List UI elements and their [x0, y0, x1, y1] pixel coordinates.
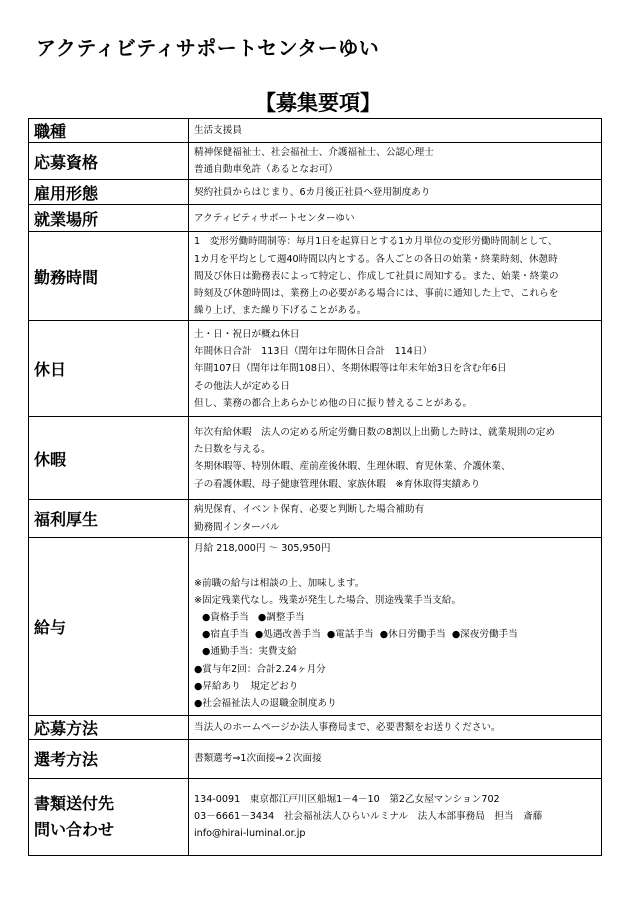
value-employment: 契約社員からはじまり、6カ月後正社員へ登用制度あり: [189, 180, 602, 205]
page-title: 【募集要項】: [255, 91, 381, 115]
row-apply: [29, 715, 602, 739]
allowances-row-2: ●宿直手当 ●処遇改善手当 ●電話手当 ●休日労働手当 ●深夜労働手当: [202, 629, 518, 641]
label-holidays: 休日: [29, 321, 189, 417]
label-selection: 選考方法: [29, 739, 189, 778]
contact-email: info@hirai-luminal.or.jp: [194, 828, 306, 840]
contact-address: 134-0091 東京都江戸川区船堀1－4－10 第2乙女屋マンション702: [194, 794, 500, 806]
label-contact-line-2: 問い合わせ: [34, 819, 115, 839]
label-job-type: 職種: [29, 119, 189, 143]
row-contact: [29, 778, 602, 855]
row-qualifications: [29, 143, 602, 180]
value-welfare: 病児保育、イベント保育、必要と判断した場合補助有 勤務間インターバル: [189, 500, 602, 537]
value-qualifications: 精神保健福祉士、社会福祉士、介護福祉士、公認心理士 普通自動車免許（あるとなお可）: [189, 143, 602, 180]
label-apply: 応募方法: [29, 715, 189, 739]
label-employment: 雇用形態: [29, 180, 189, 205]
label-contact: [29, 778, 189, 855]
row-holidays: [29, 321, 602, 417]
row-employment: [29, 180, 602, 205]
value-leave: 年次有給休暇 法人の定める所定労働日数の8割以上出勤した時は、就業規則の定め た日数を与える。 冬期休暇等、特別休暇、産前産後休暇、生理休暇、育児休業、介護休業、 子の看護休暇、母子健康管理休暇、家族休暇 ※育休取得実績あり: [189, 417, 602, 500]
requirements-table: [28, 118, 602, 856]
row-leave: [29, 417, 602, 500]
value-apply: 当法人のホームページか法人事務局まで、必要書類をお送りください。: [189, 715, 602, 739]
monthly-salary: 月給 218,000円 ～ 305,950円: [194, 543, 331, 555]
label-qualifications: 応募資格: [29, 143, 189, 180]
row-workplace: [29, 205, 602, 232]
row-hours: [29, 232, 602, 321]
row-selection: [29, 739, 602, 778]
label-leave: 休暇: [29, 417, 189, 500]
contact-phone: 03－6661－3434 社会福祉法人ひらいルミナル 法人本部事務局 担当 斎藤: [194, 811, 543, 823]
label-welfare: 福利厚生: [29, 500, 189, 537]
allowances-row-1: ●資格手当 ●調整手当: [202, 612, 305, 624]
label-salary: 給与: [29, 537, 189, 715]
value-hours: 1 変形労働時間制等：毎月1日を起算日とする1カ月単位の変形労働時間制として、 1カ月を平均として週40時間以内とする。各人ごとの各日の始業・終業時刻、休憩時 間及び休日は勤務表によって特定し、作成して社員に周知する。また、始業・終業の 時刻及び休憩時間は、業務上の必要がある場合には、事前に通知した上で、これらを 繰り上げ、また繰り下げることがある。: [189, 232, 602, 321]
organization-name: アクティビティサポートセンターゆい: [36, 36, 380, 60]
value-job-type: 生活支援員: [189, 119, 602, 143]
row-job-type: [29, 119, 602, 143]
row-welfare: [29, 500, 602, 537]
value-salary: 月給 218,000円 ～ 305,950円 ※前職の給与は相談の上、加味します。 ※固定残業代なし。残業が発生した場合、別途残業手当支給。 ●資格手当 ●調整手当 ●宿直手当 ●処遇改善手当 ●電話手当 ●休日労働手当 ●深夜労働手当 ●通勤手当：実費支給 ●賞与年2回：合計2.24ヶ月分 ●昇給あり 規定どおり ●社会福祉法人の退職金制度あり: [189, 537, 602, 715]
label-contact-line-1: 書類送付先: [34, 793, 115, 813]
label-hours: 勤務時間: [29, 232, 189, 321]
value-selection: 書類選考⇒1次面接⇒２次面接: [189, 739, 602, 778]
row-salary: [29, 537, 602, 715]
value-contact: [189, 778, 602, 855]
value-workplace: アクティビティサポートセンターゆい: [189, 205, 602, 232]
value-holidays: 土・日・祝日が概ね休日 年間休日合計 113日（閏年は年間休日合計 114日） 年間107日（閏年は年間108日）、冬期休暇等は年末年始3日を含む年6日 その他法人が定める日 但し、業務の都合上あらかじめ他の日に振り替えることがある。: [189, 321, 602, 417]
label-workplace: 就業場所: [29, 205, 189, 232]
